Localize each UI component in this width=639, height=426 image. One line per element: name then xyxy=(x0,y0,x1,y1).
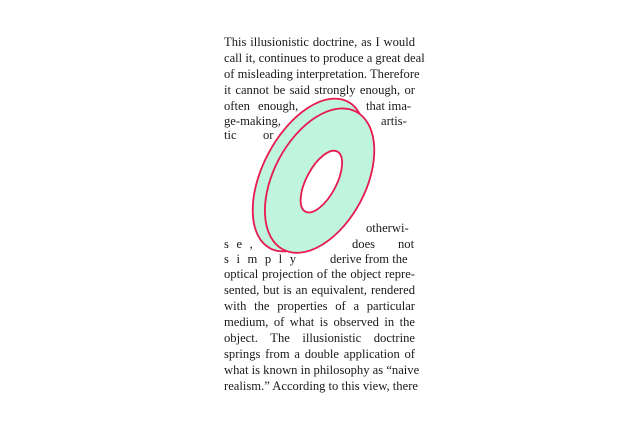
text-fragment-enough: enough, xyxy=(258,99,299,113)
text-fragment-simply: s i m p l y xyxy=(224,252,299,266)
text-fragment-derive: derive from the xyxy=(330,252,408,266)
text-line: object. The illusionistic doctrine xyxy=(224,331,415,345)
text-fragment-artis: artis- xyxy=(381,114,407,128)
text-line: sented, but is an equivalent, rendered xyxy=(224,283,415,297)
text-line: of misleading interpretation. Therefore xyxy=(224,67,420,81)
text-line: optical projection of the object repre- xyxy=(224,267,415,281)
text-line: medium, of what is observed in the xyxy=(224,315,415,329)
text-fragment-tic: tic xyxy=(224,128,237,142)
text-line: realism.” According to this view, there xyxy=(224,379,418,393)
text-fragment-ge-making: ge-making, xyxy=(224,114,282,128)
text-fragment-that-ima: that ima- xyxy=(366,99,412,113)
text-fragment-not: not xyxy=(398,237,415,251)
text-line: it cannot be said strongly enough, or xyxy=(224,83,415,97)
text-fragment-se: s e , xyxy=(224,237,255,251)
text-line: what is known in philosophy as “naive xyxy=(224,363,420,377)
text-fragment-does: does xyxy=(352,237,376,251)
torus-ring-icon xyxy=(236,96,406,264)
text-line: call it, continues to produce a great deal xyxy=(224,51,425,65)
text-line: with the properties of a particular xyxy=(224,299,415,313)
text-line: This illusionistic doctrine, as I would xyxy=(224,35,415,49)
text-fragment-often: often xyxy=(224,99,250,113)
text-fragment-or: or xyxy=(263,128,274,142)
text-fragment-otherwi: otherwi- xyxy=(366,221,409,235)
text-line: springs from a double application of xyxy=(224,347,415,361)
